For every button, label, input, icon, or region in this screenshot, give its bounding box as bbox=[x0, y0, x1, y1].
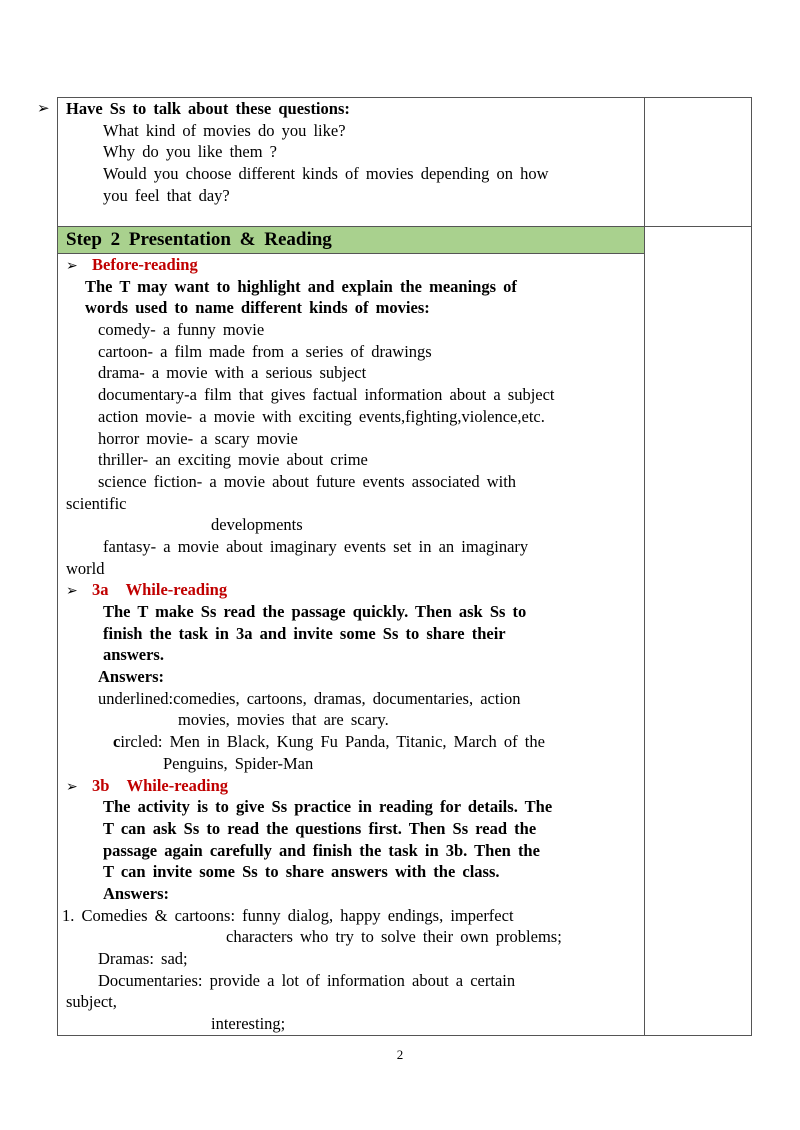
term-line: documentary-a film that gives factual information about a subject bbox=[98, 385, 555, 405]
notes-cell bbox=[645, 227, 752, 1036]
notes-cell bbox=[645, 98, 752, 227]
lesson-plan-table bbox=[57, 97, 752, 1036]
term-line: drama- a movie with a serious subject bbox=[98, 363, 367, 383]
step2-title: Step 2 Presentation & Reading bbox=[66, 229, 332, 250]
answer-line: characters who try to solve their own problems; bbox=[226, 927, 562, 947]
answer-line: underlined:comedies, cartoons, dramas, documentaries, action bbox=[98, 688, 521, 708]
bullet-arrow-icon: ➢ bbox=[37, 101, 50, 117]
term-line: thriller- an exciting movie about crime bbox=[98, 450, 368, 470]
task-3b-label: 3b bbox=[92, 775, 110, 795]
task-3a-heading: While-reading bbox=[125, 580, 228, 600]
task-3b-heading: While-reading bbox=[126, 775, 229, 795]
page-number: 2 bbox=[396, 1047, 404, 1062]
task-3a-label: 3a bbox=[92, 580, 109, 600]
step2-header-cell bbox=[58, 227, 645, 254]
answer-line bbox=[58, 731, 644, 753]
circled-initial: c bbox=[113, 732, 121, 752]
term-line: fantasy- a movie about imaginary events set in an imaginary bbox=[103, 536, 529, 556]
warmup-question: What kind of movies do you like? bbox=[103, 120, 346, 140]
task-3a-line: The T make Ss read the passage quickly. Then ask Ss to bbox=[103, 602, 527, 621]
answer-line: interesting; bbox=[211, 1014, 286, 1034]
term-line: world bbox=[66, 558, 105, 578]
term-line: developments bbox=[211, 515, 303, 535]
task-3b-line: The activity is to give Ss practice in reading for details. The bbox=[103, 797, 553, 817]
answer-line: subject, bbox=[66, 992, 117, 1012]
warmup-cell bbox=[58, 98, 645, 227]
answers-label: Answers: bbox=[103, 883, 169, 903]
answer-line: Penguins, Spider-Man bbox=[163, 753, 314, 773]
answer-line: movies, movies that are scary. bbox=[178, 710, 389, 730]
bullet-arrow-icon: ➢ bbox=[66, 584, 78, 600]
warmup-intro: Have Ss to talk about these questions: bbox=[66, 99, 350, 118]
term-line: comedy- a funny movie bbox=[98, 320, 265, 340]
term-line: action movie- a movie with exciting events,fighting,violence,etc. bbox=[98, 406, 545, 426]
term-line: science fiction- a movie about future events associated with bbox=[98, 471, 517, 491]
term-line: cartoon- a film made from a series of drawings bbox=[98, 341, 432, 361]
instruction-line: The T may want to highlight and explain the meanings of bbox=[85, 276, 517, 296]
warmup-question: you feel that day? bbox=[103, 185, 230, 205]
instruction-line: words used to name different kinds of movies: bbox=[85, 298, 430, 318]
task-3b-line: passage again carefully and finish the task in 3b. Then the bbox=[103, 840, 540, 860]
task-3b-line: T can invite some Ss to share answers with the class. bbox=[103, 862, 500, 882]
bullet-arrow-icon: ➢ bbox=[66, 259, 78, 274]
bullet-arrow-icon: ➢ bbox=[66, 779, 78, 795]
warmup-question: Why do you like them ? bbox=[103, 142, 278, 162]
answer-line: Documentaries: provide a lot of information about a certain bbox=[98, 970, 516, 990]
circled-text: ircled: Men in Black, Kung Fu Panda, Titanic, March of the bbox=[120, 732, 545, 752]
answers-label: Answers: bbox=[98, 667, 164, 687]
step2-row bbox=[58, 227, 752, 254]
answer-line: Dramas: sad; bbox=[98, 949, 188, 968]
before-reading-heading: Before-reading bbox=[92, 255, 198, 274]
task-3a-line: answers. bbox=[103, 645, 164, 665]
task-3b-line: T can ask Ss to read the questions first. Then Ss read the bbox=[103, 818, 537, 838]
term-line: scientific bbox=[66, 493, 127, 513]
task-3a-line: finish the task in 3a and invite some Ss to share their bbox=[103, 623, 506, 643]
warmup-question: Would you choose different kinds of movies depending on how bbox=[103, 164, 549, 184]
answer-line: 1. Comedies & cartoons: funny dialog, happy endings, imperfect bbox=[62, 905, 514, 925]
warmup-row bbox=[58, 98, 752, 227]
reading-cell bbox=[58, 254, 645, 1036]
term-line: horror movie- a scary movie bbox=[98, 428, 298, 448]
